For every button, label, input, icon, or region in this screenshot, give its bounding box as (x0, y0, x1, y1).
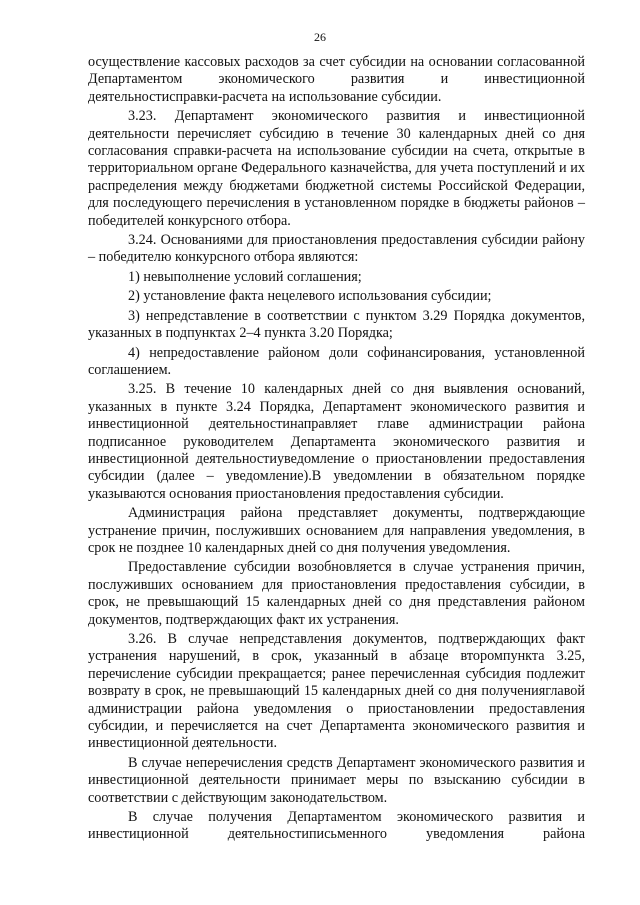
paragraph: Администрация района представляет документы, подтверждающие устранение причин, послуживших основанием для направления уведомления, в срок не позднее 10 календарных дней со дня получения уведомления. (88, 505, 585, 556)
paragraph: 3.26. В случае непредставления документов, подтверждающих факт устранения нарушений, в срок, указанный в абзаце второмпункта 3.25, перечисление субсидии прекращается; ранее перечисленная субсидия подлежит возврату в срок, не превышающий 15 календарных дней со дня полученияглавой администрации района уведомления о приостановлении предоставления субсидии, и перечисляется на счет Департамента экономического развития и инвестиционной деятельности. (88, 631, 585, 752)
paragraph: 1) невыполнение условий соглашения; (128, 268, 362, 285)
page-number: 26 (314, 30, 326, 44)
paragraph: В случае неперечисления средств Департамент экономического развития и инвестиционной деятельности принимает меры по взысканию субсидии в соответствии с действующим законодательством. (88, 754, 585, 806)
paragraph: 3.24. Основаниями для приостановления предоставления субсидии району – победителю конкурсного отбора являются: (88, 232, 585, 266)
paragraph: 4) непредоставление районом доли софинансирования, установленной соглашением. (88, 344, 585, 378)
paragraph: 3.25. В течение 10 календарных дней со дня выявления оснований, указанных в пункте 3.24 Порядка, Департамент экономического развития и инвестиционной деятельностинаправляет главе администрации района подписанное руководителем Департамента экономического развития и инвестиционной деятельностиуведомление о приостановлении предоставления субсидии (далее – уведомление).В уведомлении в обязательном порядке указываются основания приостановления предоставления субсидии. (88, 381, 585, 502)
document-body (88, 54, 585, 846)
paragraph: 3) непредставление в соответствии с пунктом 3.29 Порядка документов, указанных в подпунктах 2–4 пункта 3.20 Порядка; (88, 307, 585, 342)
paragraph: 2) установление факта нецелевого использования субсидии; (128, 288, 492, 305)
paragraph: 3.23. Департамент экономического развития и инвестиционной деятельности перечисляет субсидию в течение 30 календарных дней со дня согласования справки-расчета на использование субсидии на счета, открытые в территориальном органе Федерального казначейства, для учета поступлений и их распределения между бюджетами бюджетной системы Российской Федерации, для последующего перечисления в установленном порядке в бюджеты районов – победителей конкурсного отбора. (88, 108, 585, 229)
paragraph: В случае получения Департаментом экономического развития и инвестиционной деятельностиписьменного уведомления района (88, 809, 585, 843)
paragraph: Предоставление субсидии возобновляется в случае устранения причин, послуживших основанием для приостановления предоставления субсидии, в срок, не превышающий 15 календарных дней со дня представления районом документов, подтверждающих факт их устранения. (88, 559, 585, 628)
paragraph: осуществление кассовых расходов за счет субсидии на основании согласованной Департаментом экономического развития и инвестиционной деятельностисправки-расчета на использование субсидии. (88, 54, 585, 105)
